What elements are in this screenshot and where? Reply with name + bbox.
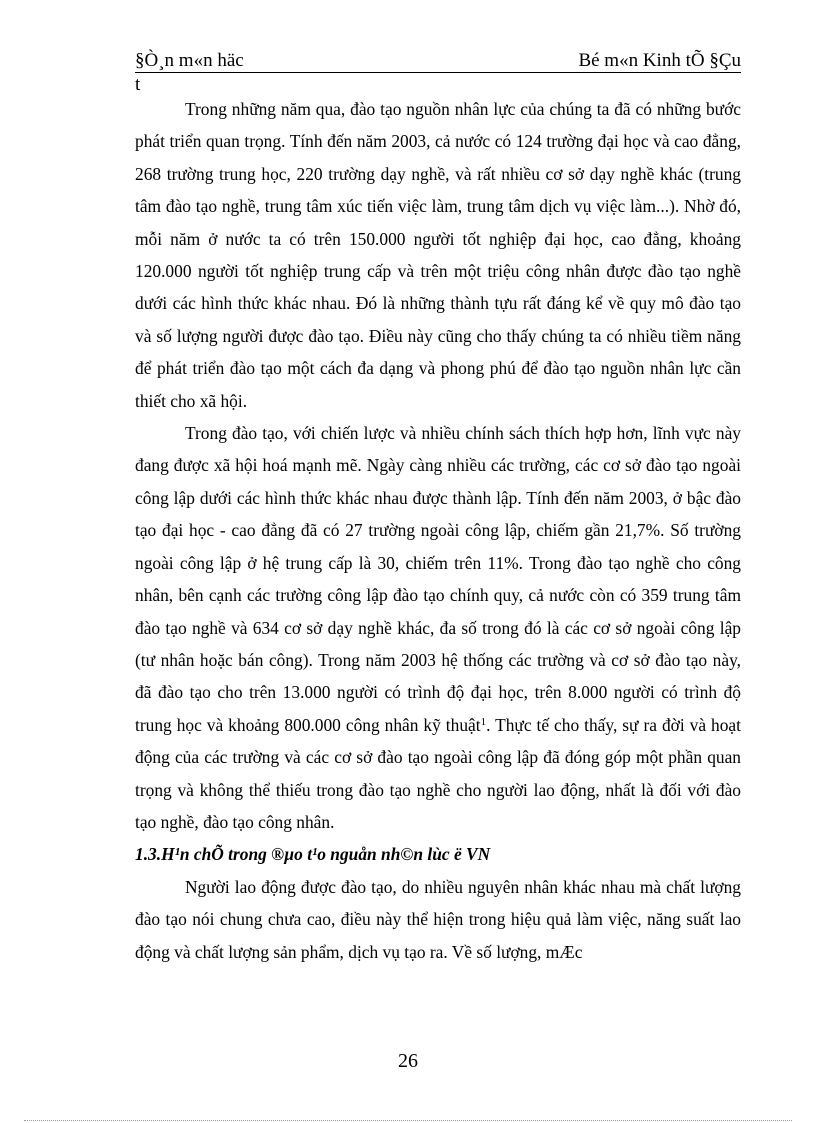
page-bottom-border — [24, 1120, 792, 1121]
footnote-mark: 1 — [480, 715, 487, 728]
paragraph-2-text: Trong đào tạo, với chiến lược và nhiều chính sách thích hợp hơn, lĩnh vực này đang được xã hội hoá mạnh mẽ. Ngày càng nhiều các trường, các cơ sở đào tạo ngoài công lập dưới các hình thức khác nhau được thành lập. Tính đến năm 2003, ở bậc đào tạo đại học - cao đẳng đã có 27 trường ngoài công lập, chiếm gần 21,7%. Số trường ngoài công lập ở hệ trung cấp là 30, chiếm trên 11%. Trong đào tạo nghề cho công nhân, bên cạnh các trường công lập đào tạo chính quy, cả nước còn có 359 trung tâm đào tạo nghề và 634 cơ sở dạy nghề khác, đa số trong đó là các cơ sở ngoài công lập (tư nhân hoặc bán công). Trong năm 2003 hệ thống các trường và cơ sở đào tạo này, đã đào tạo cho trên 13.000 người có trình độ đại học, trên 8.000 người có trình độ trung học và khoảng 800.000 công nhân kỹ thuật — [135, 423, 741, 735]
body-text — [135, 93, 741, 968]
header-underline — [135, 72, 741, 73]
paragraph-2-tail: . Thực tế cho thấy, sự ra đời và hoạt động của các trường và các cơ sở đào tạo ngoài công lập đã đóng góp một phần quan trọng và không thể thiếu trong đào tạo nghề cho người lao động, nhất là đối với đào tạo nghề, đào tạo công nhân. — [135, 714, 741, 832]
section-heading: 1.3.H¹n chÕ trong ®µo t¹o nguån nh©n lùc ë VN — [135, 844, 491, 865]
page-number: 26 — [398, 1050, 418, 1072]
paragraph-1: Trong những năm qua, đào tạo nguồn nhân lực của chúng ta đã có những bước phát triển quan trọng. Tính đến năm 2003, cả nước có 124 trường đại học và cao đẳng, 268 trường trung học, 220 trường dạy nghề, và rất nhiều cơ sở dạy nghề khác (trung tâm đào tạo nghề, trung tâm xúc tiến việc làm, trung tâm dịch vụ việc làm...). Nhờ đó, mỗi năm ở nước ta có trên 150.000 người tốt nghiệp đại học, cao đẳng, khoảng 120.000 người tốt nghiệp trung cấp và trên một triệu công nhân được đào tạo nghề dưới các hình thức khác nhau. Đó là những thành tựu rất đáng kể về quy mô đào tạo và số lượng người được đào tạo. Điều này cũng cho thấy chúng ta có nhiều tiềm năng để phát triển đào tạo một cách đa dạng và phong phú để đào tạo nguồn nhân lực cần thiết cho xã hội. — [135, 99, 741, 411]
header-left-text: §Ò¸n m«n häc — [135, 50, 244, 71]
page-header — [135, 48, 741, 96]
header-right-text: Bé m«n Kinh tÕ §Çu — [578, 50, 741, 71]
header-continuation-text: t — [135, 74, 141, 95]
paragraph-3: Người lao động được đào tạo, do nhiều nguyên nhân khác nhau mà chất lượng đào tạo nói chung chưa cao, điều này thể hiện trong hiệu quả làm việc, năng suất lao động và chất lượng sản phẩm, dịch vụ tạo ra. Về số lượng, mÆc — [135, 876, 741, 962]
paragraph-2 — [135, 417, 741, 838]
